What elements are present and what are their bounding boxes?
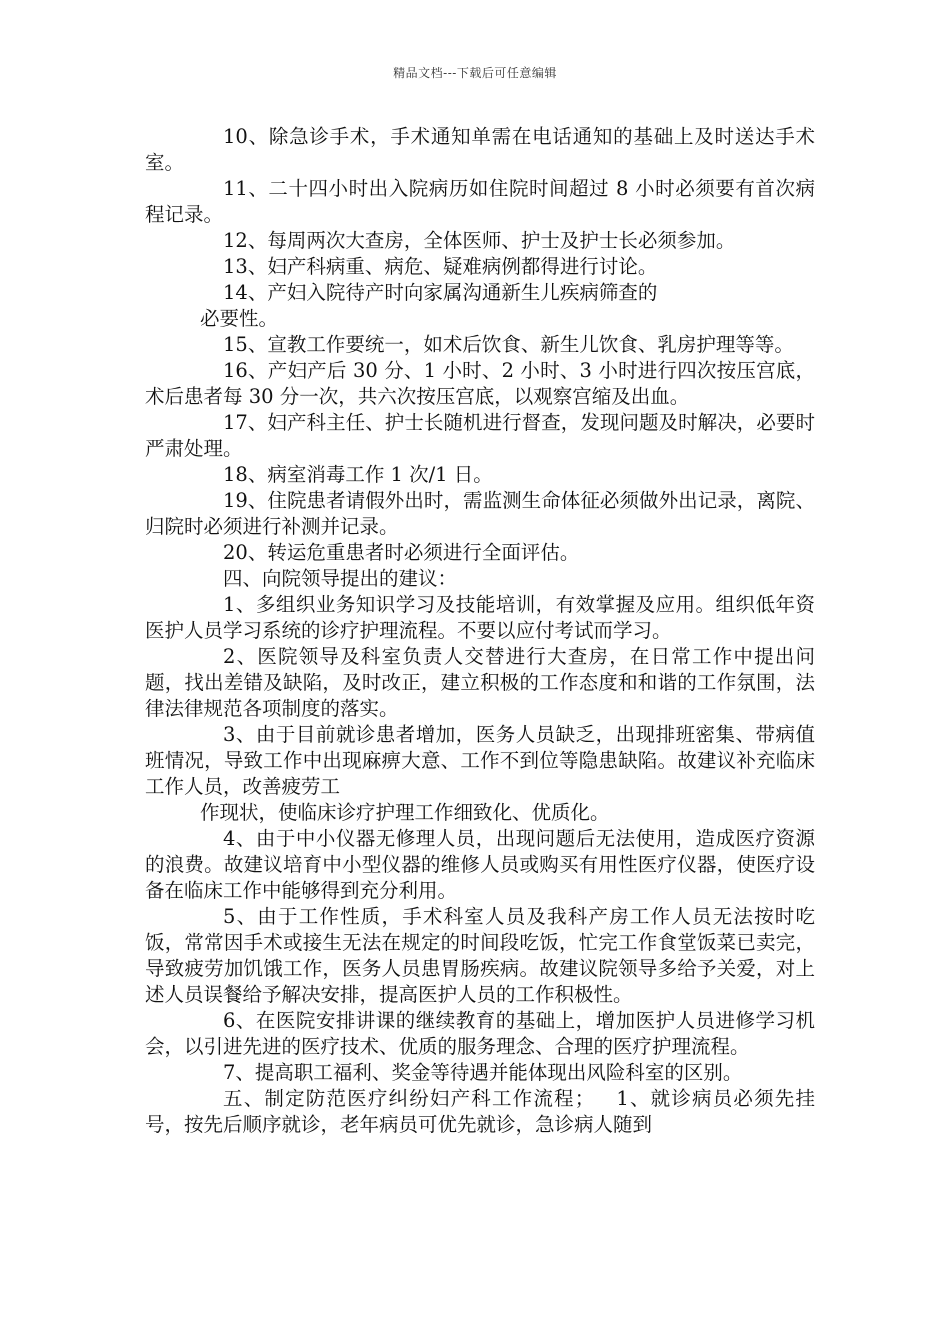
paragraph-rule-13: 13、妇产科病重、病危、疑难病例都得进行讨论。 [223, 255, 658, 278]
paragraph-rule-11: 11、二十四小时出入院病历如住院时间超过 8 小时必须要有首次病程记录。 [145, 177, 815, 226]
page-header: 精品文档---下载后可任意编辑 [393, 66, 557, 80]
paragraph-suggestion-5: 5、由于工作性质，手术科室人员及我科产房工作人员无法按时吃饭，常常因手术或接生无法在规定的时间段吃饭，忙完工作食堂饭菜已卖完，导致疲劳加饥饿工作，医务人员患胃肠疾病。故建议院领导多给予关爱，对上述人员误餐给予解决安排，提高医护人员的工作积极性。 [145, 905, 815, 1006]
paragraph-rule-14: 14、产妇入院待产时向家属沟通新生儿疾病筛查的 [223, 281, 658, 304]
paragraph-suggestion-4: 4、由于中小仪器无修理人员，出现问题后无法使用，造成医疗资源的浪费。故建议培育中小型仪器的维修人员或购买有用性医疗仪器，使医疗设备在临床工作中能够得到充分利用。 [145, 827, 815, 902]
paragraph-rule-15: 15、宣教工作要统一，如术后饮食、新生儿饮食、乳房护理等等。 [223, 333, 794, 356]
paragraph-suggestion-2: 2、医院领导及科室负责人交替进行大查房，在日常工作中提出问题，找出差错及缺陷，及时改正，建立积极的工作态度和和谐的工作氛围，法律法律规范各项制度的落实。 [145, 645, 815, 720]
paragraph-rule-12: 12、每周两次大查房，全体医师、护士及护士长必须参加。 [223, 229, 736, 252]
paragraph-rule-10: 10、除急诊手术，手术通知单需在电话通知的基础上及时送达手术室。 [145, 125, 815, 174]
document-body [145, 124, 815, 1138]
section-heading-suggestions: 四、向院领导提出的建议： [223, 567, 458, 590]
paragraph-suggestion-7: 7、提高职工福利、奖金等待遇并能体现出风险科室的区别。 [223, 1061, 743, 1084]
paragraph-suggestion-1: 1、多组织业务知识学习及技能培训，有效掌握及应用。组织低年资医护人员学习系统的诊疗护理流程。不要以应付考试而学习。 [145, 593, 815, 642]
paragraph-suggestion-3: 3、由于目前就诊患者增加，医务人员缺乏，出现排班密集、带病值班情况，导致工作中出现麻痹大意、工作不到位等隐患缺陷。故建议补充临床工作人员，改善疲劳工 [145, 723, 815, 798]
paragraph-suggestion-6: 6、在医院安排讲课的继续教育的基础上，增加医护人员进修学习机会，以引进先进的医疗技术、优质的服务理念、合理的医疗护理流程。 [145, 1009, 815, 1058]
paragraph-suggestion-3-continued: 作现状，使临床诊疗护理工作细致化、优质化。 [200, 801, 610, 824]
section-heading-workflow: 五、制定防范医疗纠纷妇产科工作流程； 1、就诊病员必须先挂号，按先后顺序就诊，老年病员可优先就诊，急诊病人随到 [145, 1087, 815, 1136]
paragraph-rule-16: 16、产妇产后 30 分、1 小时、2 小时、3 小时进行四次按压宫底，术后患者每 30 分一次，共六次按压宫底，以观察宫缩及出血。 [145, 359, 815, 408]
paragraph-rule-18: 18、病室消毒工作 1 次/1 日。 [223, 463, 493, 486]
paragraph-rule-20: 20、转运危重患者时必须进行全面评估。 [223, 541, 580, 564]
paragraph-rule-17: 17、妇产科主任、护士长随机进行督查，发现问题及时解决，必要时严肃处理。 [145, 411, 815, 460]
paragraph-rule-19: 19、住院患者请假外出时，需监测生命体征必须做外出记录，离院、归院时必须进行补测并记录。 [145, 489, 815, 538]
paragraph-rule-14-continued: 必要性。 [200, 307, 279, 330]
